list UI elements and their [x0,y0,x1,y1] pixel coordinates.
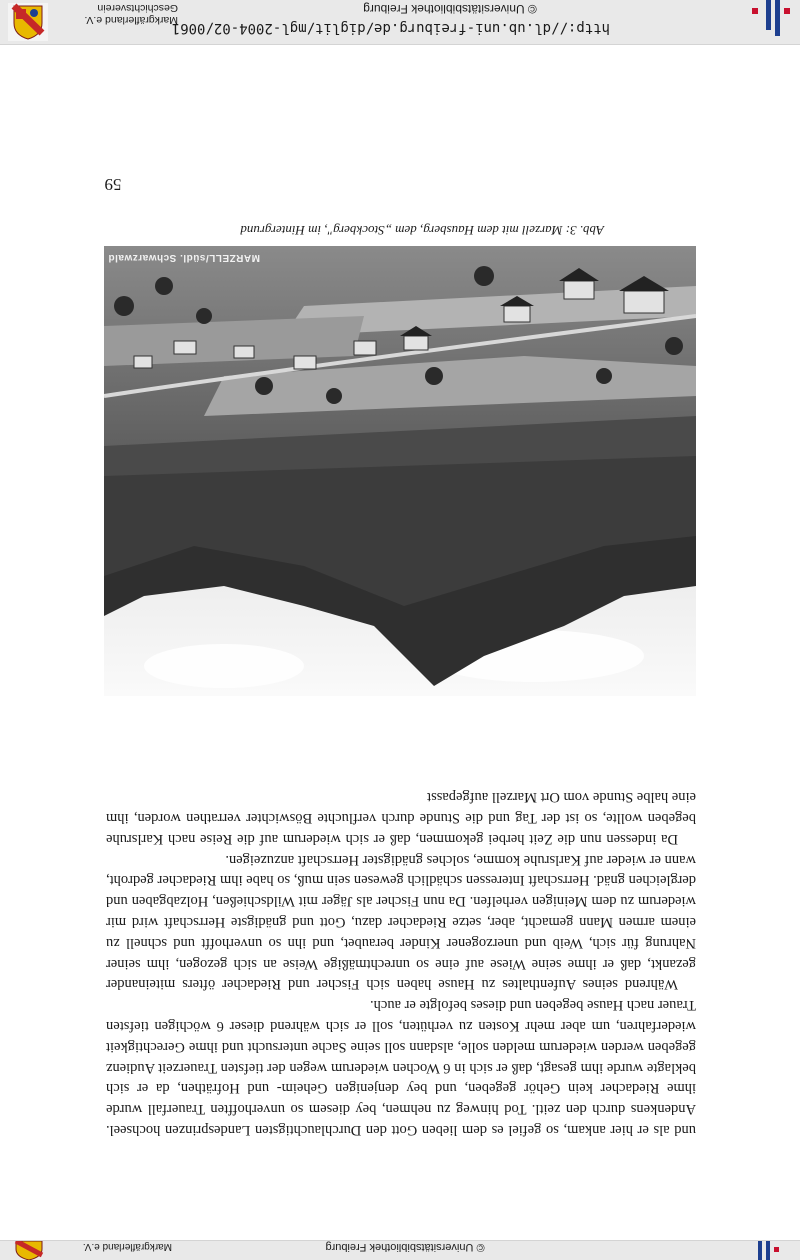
library-credit: © Universitätsbibliothek Freiburg [325,1241,485,1253]
library-credit: © Universitätsbibliothek Freiburg [363,2,537,16]
figure-caption: Abb. 3: Marzell mit dem Hausberg, dem „Stockberg", im Hintergrund [240,223,604,238]
page-number: 59 [104,175,122,194]
source-url-link[interactable]: http://dl.ub.uni-freiburg.de/diglit/mgl-2004-02/0061 [171,20,610,36]
paragraph: Während seines Aufenthaltes zu Hause haben sich Fischer und Riedacher öfters miteinander gezankt, daß er ihme seine Wiese auf eine so unrechtmäßige Weise an sich gezogen, ihm seiner Nahrung für sich, Weib und unerzogener Kinder beraubet, und ihn so unverhofft und schnell zu einem armen Mann gemacht, aber, setze Riedacher dazu, Gott und gnädigste Herrschaft wird mir wiederum zu dem Meinigen verhelfen. Da nun Fischer als Jäger mit Wildschießen, Holzabgaben und dergleichen gnäd. Herrschaft Interessen schädlich gewesen sein muß, so habe ihm Riedacher gedroht, wann er wieder auf Karlsruhe komme, solches gnädigster Herrschaft anzuzeigen. [106,851,696,993]
coat-of-arms-icon [8,3,48,41]
society-name: Markgräflerland e.V. Geschichtsverein [84,2,178,26]
paragraph: Da indessen nun die Zeit herbei gekommen, daß er sich wiederum auf die Reise nach Karlsruhe begeben wollte, so ist der Tag und die Stunde durch verfluchte Böswichter verrathen worden, ihm eine halbe Stunde vom Ort Marzell aufgepasst [106,789,696,847]
body-text-block [106,708,696,1140]
coat-of-arms-icon [12,1241,46,1260]
landscape-photograph [104,246,696,696]
bottom-footer-band [0,1240,800,1260]
society-name: Markgräflerland e.V. [82,1241,172,1252]
university-library-logo-icon [748,0,794,38]
university-library-logo-icon [756,1241,786,1260]
photo-postcard-label: MARZELL/südl. Schwarzwald [108,252,260,263]
top-header-band [0,0,800,45]
paragraph: und als er hier ankam, so gefiel es dem lieben Gott den Durchlauchtigsten Landesprinzen hochseel. Andenkens durch den zeitl. Tod hinweg zu nehmen, bey diesem so unverhofften Trauerfall wurde ihme Riedacher kein Gehör gegeben, und bey denjenigen Geheim- und Hofräthen, da er sich beklagte wurde ihm gesagt, daß er sich in 6 Wochen wiederum wegen der tiefsten Trauerzeit Audienz gegeben werden wiederum melden solle, alsdann soll seine Sache untersucht und ihme Gerechtigkeit wiederfahren, um aber mehr Kosten zu verhüten, soll er sich während dieser 6 wöchigen tiefsten Trauer nach Hause begeben und dieses befolgte er auch. [106,997,696,1138]
